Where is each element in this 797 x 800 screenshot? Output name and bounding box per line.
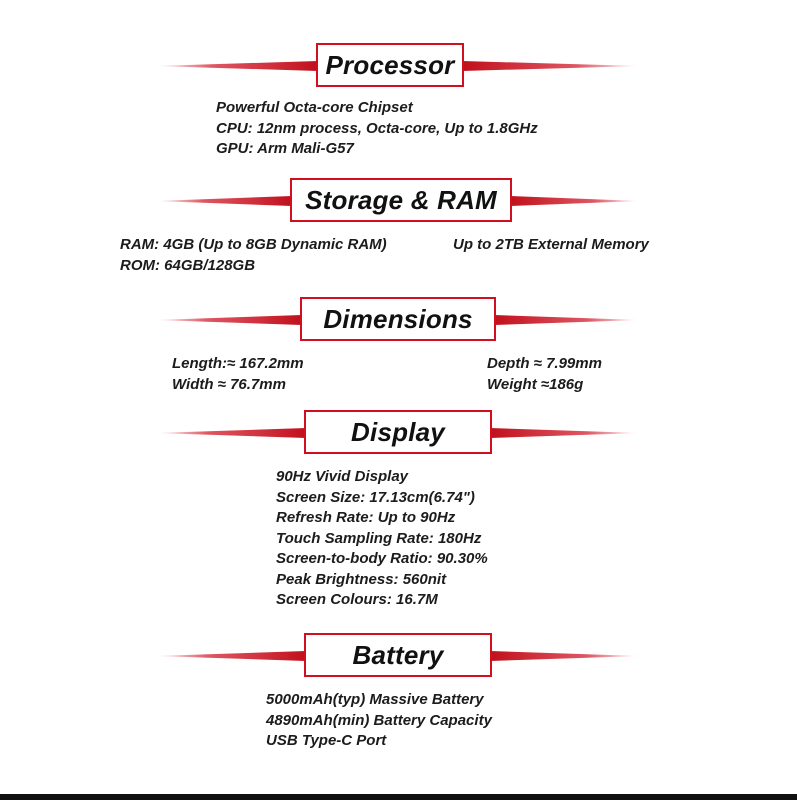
storage-specs-right [453,235,649,256]
display-title: Display [304,410,492,454]
processor-spec-line: Powerful Octa-core Chipset [216,99,413,116]
display-spec-line: Screen Size: 17.13cm(6.74") [276,488,475,506]
display-spec-line: Refresh Rate: Up to 90Hz [276,509,456,526]
dimensions-spec-line: Depth ≈ 7.99mm [487,355,602,372]
processor-spec-line: CPU: 12nm process, Octa-core, Up to 1.8GHz [216,119,538,137]
storage-specs-left [120,235,387,276]
dimensions-specs-left [172,354,304,395]
storage-spec-line: Up to 2TB External Memory [453,236,649,253]
storage-spec-line: RAM: 4GB (Up to 8GB Dynamic RAM) [120,236,387,253]
storage-spec-line: ROM: 64GB/128GB [120,256,256,274]
display-spec-line: Touch Sampling Rate: 180Hz [276,529,482,547]
battery-spec-line: 5000mAh(typ) Massive Battery [266,691,484,708]
display-header [0,410,797,460]
battery-spec-line: 4890mAh(min) Battery Capacity [266,711,492,729]
dimensions-spec-line: Length:≈ 167.2mm [172,355,304,372]
display-specs [276,467,488,611]
processor-spec-line: GPU: Arm Mali-G57 [216,140,354,157]
display-spec-line: Screen-to-body Ratio: 90.30% [276,550,488,567]
dimensions-spec-line: Weight ≈186g [487,375,584,393]
display-spec-line: Peak Brightness: 560nit [276,570,447,588]
dimensions-spec-line: Width ≈ 76.7mm [172,375,286,393]
battery-title: Battery [304,633,492,677]
dimensions-title: Dimensions [300,297,496,341]
dimensions-header [0,297,797,347]
processor-specs [216,98,538,160]
bottom-divider [0,794,797,800]
dimensions-specs-right [487,354,602,395]
battery-header [0,633,797,683]
display-spec-line: 90Hz Vivid Display [276,468,408,485]
processor-header [0,43,797,93]
processor-title: Processor [316,43,464,87]
battery-spec-line: USB Type-C Port [266,732,387,749]
display-spec-line: Screen Colours: 16.7M [276,591,438,608]
storage-header [0,178,797,228]
battery-specs [266,690,492,752]
storage-title: Storage & RAM [290,178,512,222]
